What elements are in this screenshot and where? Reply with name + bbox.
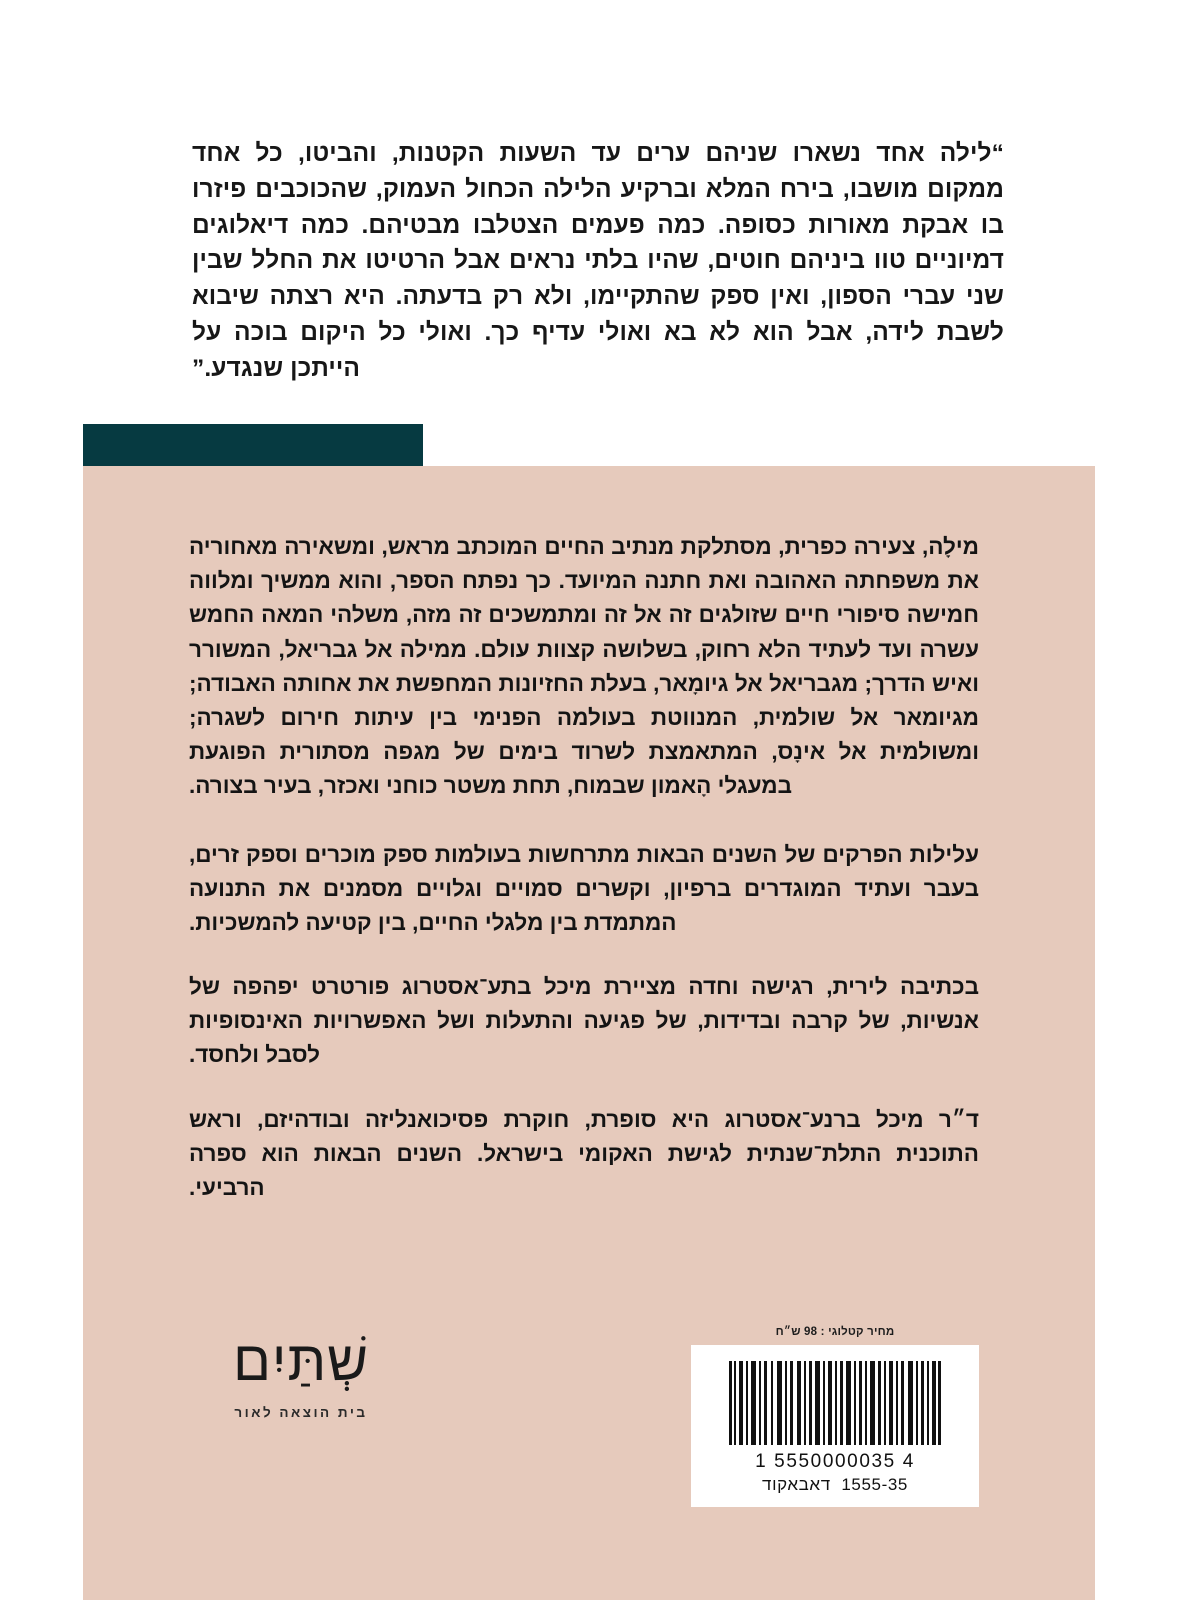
barcode-number: 1 5550000035 4: [755, 1451, 915, 1472]
quote-text: “לילה אחד נשארו שניהם ערים עד השעות הקטנות, והביטו, כל אחד ממקום מושבו, בירח המלא וברקיע הלילה הכחול העמוק, שהכוכבים פיזרו בו אבקת מאורות כסופה. כמה פעמים הצטלבו מבטיהם. כמה דיאלוגים דמיוניים טוו ביניהם חוטים, שהיו בלתי נראים אבל הרטיטו את החלל שבין שני עברי הספון, ואין ספק שהתקיימו, ולא רק בדעתה. היא רצתה שיבוא לשבת לידה, אבל הוא לא בא ואולי עדיף כך. ואולי כל היקום בוכה על הייתכן שנגדע.”: [185, 140, 1004, 382]
blurb-paragraph-1: מילָה, צעירה כפרית, מסתלקת מנתיב החיים המוכתב מראש, ומשאירה מאחוריה את משפחתה האהובה ואת חתנה המיועד. כך נפתח הספר, והוא ממשיך ומלווה חמישה סיפורי חיים שזולגים זה אל זה ומתמשכים זה מזה, משלהי המאה החמש עשרה ועד לעתיד הלא רחוק, בשלושה קצוות עולם. ממילה אל גבריאל, המשורר ואיש הדרך; מגבריאל אל גיומָאר, בעלת החזיונות המחפשת את אחותה האבודה; מגיומאר אל שולמית, המנווטת בעולמה הפנימי בין עיתות חירום לשגרה; ומשולמית אל אינָס, המתאמצת לשרוד בימים של מגפה מסתורית הפוגעת במעגלי הָאמון שבמוח, תחת משטר כוחני ואכזר, בעיר בצורה.: [189, 534, 979, 799]
blurb-paragraph-3: [189, 970, 979, 1073]
book-title-mention-2: השנים הבאות: [313, 1140, 463, 1166]
barcode-icon: [729, 1361, 941, 1445]
paragraph-4-lead: ד״ר מיכל ברנע־אסטרוג היא סופרת, חוקרת פסיכואנליזה ובודהיזם, וראש התוכנית התלת־שנתית לגישת האקומי בישראל.: [189, 1106, 979, 1166]
paragraph-3-tail: פורטרט יפהפה של אנשיות, של קרבה ובדידות, של פגיעה והתעלות ושל האפשרויות האינסופיות לסבל ולחסד.: [189, 974, 979, 1068]
paragraph-2-tail: מתרחשות בעולמות ספק מוכרים וספק זרים, בעבר ועתיד המוגדרים ברפיון, וקשרים סמויים וגלויים מסמנים את התנועה המתמדת בין מלגלי החיים, בין קטיעה להמשכיות.: [189, 841, 979, 935]
publisher-name: שְׁתַּיִם: [232, 1329, 370, 1392]
author-name-mention-1: מיכל בתע־אסטרוג: [401, 974, 592, 1000]
paragraph-2-lead: עלילות הפרקים של: [777, 841, 979, 867]
barcode-sub-line: [762, 1475, 908, 1495]
blurb-panel: [83, 466, 1095, 1600]
barcode-sub-label: דאבאקוד: [762, 1475, 831, 1494]
publisher-tagline: בית הוצאה לאור: [234, 1404, 368, 1420]
teal-accent-bar: [83, 424, 423, 466]
catalog-price-label: מחיר קטלוגי : 98 ש״ח: [775, 1326, 895, 1338]
blurb-paragraph-2: [189, 838, 979, 941]
paragraph-3-lead: בכתיבה לירית, רגישה וחדה מציירת: [591, 974, 979, 1000]
paragraph-4-tail: הוא ספרה הרביעי.: [189, 1140, 314, 1200]
blurb-paragraph-4: [189, 1103, 979, 1206]
barcode-box: [691, 1345, 979, 1507]
cover-quote-block: [185, 136, 1004, 386]
barcode-sub-number: 1555-35: [841, 1475, 908, 1494]
book-title-mention-1: השנים הבאות: [636, 841, 778, 867]
publisher-logo: [171, 1329, 431, 1420]
cover-footer-row: [83, 1326, 1095, 1556]
barcode-group: [685, 1326, 985, 1507]
blurb-text-block: [189, 530, 979, 1205]
